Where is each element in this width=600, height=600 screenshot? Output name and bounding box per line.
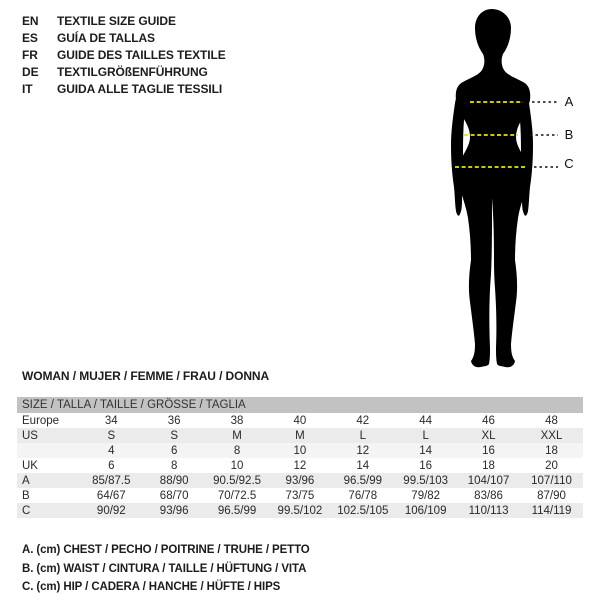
language-title: GUÍA DE TALLAS (57, 31, 155, 45)
language-title: TEXTILGRÖßENFÜHRUNG (57, 65, 208, 79)
table-cell: 99.5/102 (277, 504, 323, 517)
table-cell: 18 (545, 444, 558, 457)
table-cell: 110/113 (468, 504, 509, 517)
table-cell: 8 (170, 459, 178, 472)
table-cell: M (295, 429, 305, 442)
table-cell: 46 (482, 414, 495, 427)
table-cell: 93/96 (285, 474, 315, 487)
table-cell: 85/87.5 (92, 474, 131, 487)
table-cell: L (422, 429, 429, 442)
language-list (22, 13, 226, 98)
row-label: Europe (22, 414, 60, 427)
table-cell: 12 (356, 444, 370, 457)
legend-line: B. (cm) WAIST / CINTURA / TAILLE / HÜFTUNG / VITA (22, 562, 307, 575)
table-cell: 14 (419, 444, 433, 457)
table-header: SIZE / TALLA / TAILLE / GRÖSSE / TAGLIA (17, 397, 583, 413)
table-cell: 64/67 (96, 489, 126, 502)
table-cell: 83/86 (474, 489, 503, 502)
table-cell: 104/107 (467, 474, 510, 487)
size-table (17, 397, 583, 518)
table-row (17, 458, 583, 473)
language-row (22, 47, 226, 64)
table-cell: L (359, 429, 367, 442)
table-cell: 36 (167, 414, 181, 427)
table-cell: 20 (545, 459, 558, 472)
table-cell: 96.5/99 (343, 474, 382, 487)
table-cell: 90/92 (96, 504, 126, 517)
table-cell: 114/119 (531, 504, 572, 517)
table-cell: 90.5/92.5 (213, 474, 262, 487)
row-label: A (22, 474, 30, 487)
row-label: UK (22, 459, 38, 472)
table-cell: 16 (482, 444, 495, 457)
table-cell: 6 (108, 459, 115, 472)
table-cell: S (170, 429, 179, 442)
table-row (17, 473, 583, 488)
table-row (17, 488, 583, 503)
table-header-row (17, 397, 583, 413)
row-label: C (22, 504, 31, 517)
measure-label-b: B (564, 127, 574, 142)
table-cell: 8 (233, 444, 241, 457)
table-cell: 40 (293, 414, 307, 427)
table-cell: 42 (356, 414, 370, 427)
table-cell: XL (481, 429, 496, 442)
table-cell: 76/78 (348, 489, 378, 502)
table-cell: 93/96 (159, 504, 189, 517)
language-code: IT (22, 82, 33, 96)
table-cell: 99.5/103 (403, 474, 449, 487)
table-cell: 10 (230, 459, 244, 472)
table-row (17, 503, 583, 518)
table-cell: 10 (293, 444, 307, 457)
legend-line: C. (cm) HIP / CADERA / HANCHE / HÜFTE / HIPS (22, 581, 281, 593)
table-row (17, 428, 583, 443)
table-cell: 16 (419, 459, 433, 472)
table-cell: 88/90 (159, 474, 189, 487)
language-title: GUIDE DES TAILLES TEXTILE (57, 48, 226, 62)
table-cell: 4 (108, 444, 115, 457)
table-cell: 87/90 (537, 489, 566, 502)
size-figure (410, 4, 600, 374)
row-label (17, 443, 80, 458)
language-row (22, 13, 226, 30)
table-cell: S (107, 429, 116, 442)
table-cell: 44 (419, 414, 433, 427)
table-cell: 12 (293, 459, 307, 472)
table-cell: 6 (170, 444, 178, 457)
table-cell: 79/82 (411, 489, 441, 502)
table-row (17, 413, 583, 428)
language-code: DE (22, 65, 39, 79)
section-title: WOMAN / MUJER / FEMME / FRAU / DONNA (22, 369, 270, 383)
table-cell: 38 (230, 414, 244, 427)
language-row (22, 64, 226, 81)
table-cell: M (232, 429, 242, 442)
table-cell: 34 (104, 414, 118, 427)
table-cell: 70/72.5 (217, 489, 257, 502)
measure-label-c: C (564, 156, 574, 171)
table-row (17, 443, 583, 458)
language-title: TEXTILE SIZE GUIDE (57, 14, 176, 28)
language-code: FR (22, 48, 38, 62)
size-table-body (17, 413, 583, 518)
legend (22, 541, 310, 597)
table-cell: 106/109 (404, 504, 447, 517)
table-cell: 102.5/105 (337, 504, 389, 517)
language-row (22, 81, 226, 98)
row-label: B (22, 489, 30, 502)
legend-line: A. (cm) CHEST / PECHO / POITRINE / TRUHE / PETTO (22, 544, 310, 556)
language-code: ES (22, 31, 38, 45)
table-cell: 14 (356, 459, 370, 472)
table-cell: 96.5/99 (217, 504, 257, 517)
measure-label-a: A (564, 94, 574, 109)
table-cell: 107/110 (531, 474, 572, 487)
language-title: GUIDA ALLE TAGLIE TESSILI (57, 82, 223, 96)
table-cell: 73/75 (285, 489, 315, 502)
table-cell: 18 (482, 459, 495, 472)
table-cell: 68/70 (159, 489, 189, 502)
row-label: US (22, 429, 38, 442)
language-code: EN (22, 14, 39, 28)
woman-silhouette (410, 4, 600, 374)
language-row (22, 30, 226, 47)
table-cell: XXL (540, 429, 563, 442)
table-cell: 48 (545, 414, 558, 427)
